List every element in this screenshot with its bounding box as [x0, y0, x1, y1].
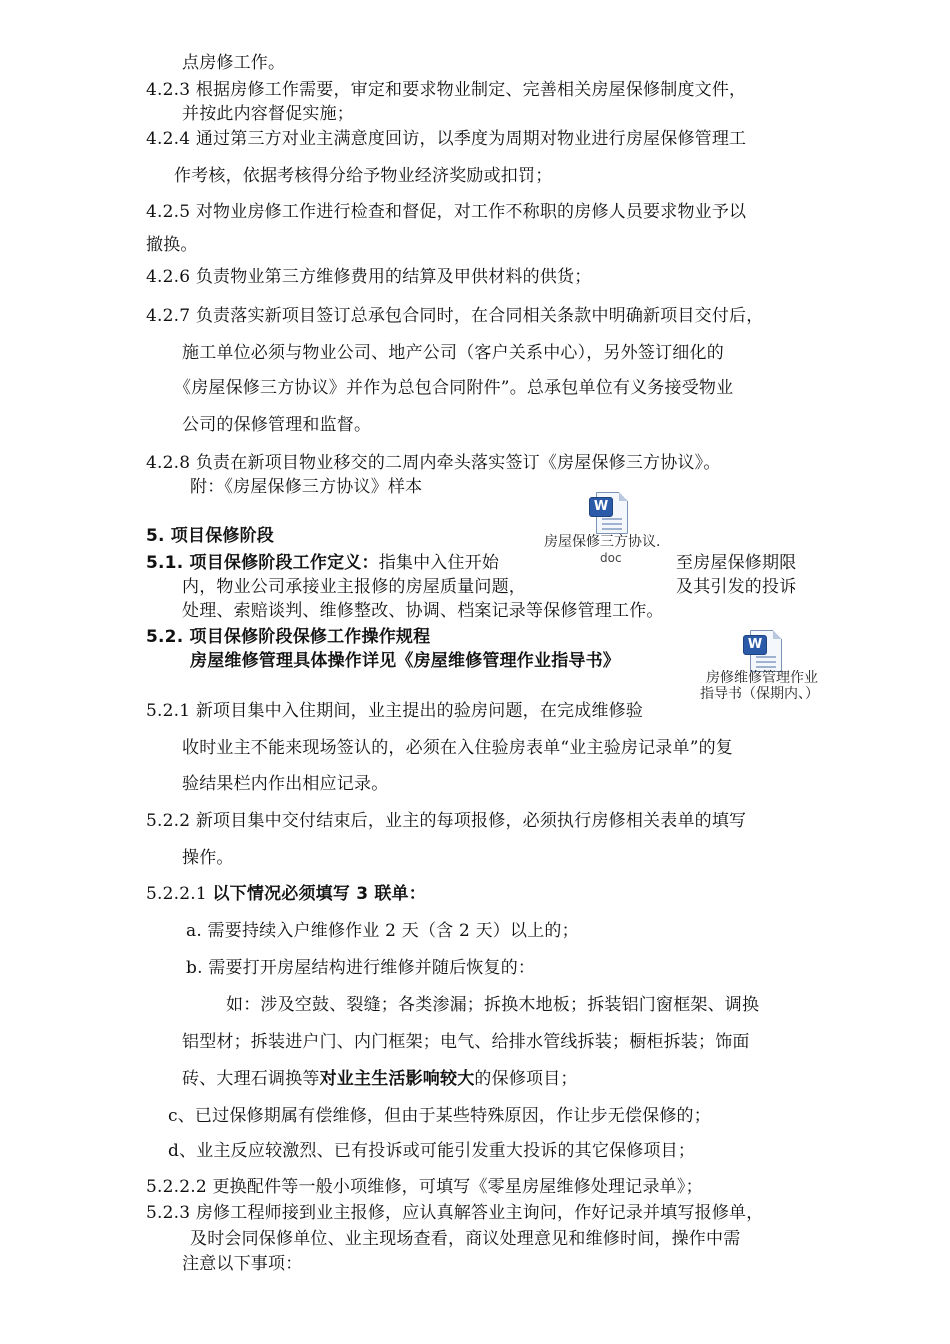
clause-5-2-2-2: 5.2.2.2 更换配件等一般小项维修，可填写《零星房屋维修处理记录单》；: [146, 1177, 703, 1197]
appendix-note: 附：《房屋保修三方协议》样本: [190, 477, 423, 497]
attachment-name[interactable]: 房修维修管理作业: [706, 670, 818, 686]
word-document-icon[interactable]: W: [590, 492, 630, 536]
clause-4-2-3: 4.2.3 根据房修工作需要，审定和要求物业制定、完善相关房屋保修制度文件，: [146, 80, 747, 100]
text-line: 铝型材；拆装进户门、内门框架；电气、给排水管线拆装；橱柜拆装；饰面: [182, 1032, 750, 1052]
text-line: 砖、大理石调换等: [182, 1069, 320, 1089]
section-5-heading: 5. 项目保修阶段: [146, 526, 275, 546]
text-line: 及时会同保修单位、业主现场查看，商议处理意见和维修时间，操作中需: [190, 1229, 741, 1249]
clause-5-2-2-1-heading: 以下情况必须填写 3 联单：: [212, 884, 426, 904]
text-line: 《房屋保修三方协议》并作为总包合同附件”。总承包单位有义务接受物业: [174, 378, 734, 398]
clause-4-2-7: 4.2.7 负责落实新项目签订总承包合同时，在合同相关条款中明确新项目交付后，: [146, 306, 764, 326]
text-line: 收时业主不能来现场签认的，必须在入住验房表单“业主验房记录单”的复: [182, 738, 733, 758]
clause-5-2-2: 5.2.2 新项目集中交付结束后，业主的每项报修，必须执行房修相关表单的填写: [146, 811, 747, 831]
clause-number: 5.2.2.1: [146, 884, 213, 904]
text-line: 处理、索赔谈判、维修整改、协调、档案记录等保修管理工作。: [182, 601, 664, 621]
text-line: 撤换。: [146, 235, 198, 255]
text-line: 施工单位必须与物业公司、地产公司（客户关系中心），另外签订细化的: [182, 343, 724, 363]
text-line: 公司的保修管理和监督。: [182, 415, 372, 435]
text-line: 的保修项目；: [474, 1069, 578, 1089]
word-document-icon[interactable]: W: [744, 630, 784, 674]
clause-5-2-heading: 5.2. 项目保修阶段保修工作操作规程: [146, 627, 431, 647]
guide-reference: 房屋维修管理具体操作详见《房屋维修管理作业指导书》: [190, 651, 620, 671]
clause-5-2-3: 5.2.3 房修工程师接到业主报修，应认真解答业主询问，作好记录并填写报修单，: [146, 1203, 764, 1223]
text-line: 指集中入住开始: [378, 553, 500, 573]
text-line: 至房屋保修期限: [676, 553, 797, 573]
text-line: 作考核，依据考核得分给予物业经济奖励或扣罚；: [174, 166, 553, 186]
list-item: c、已过保修期属有偿维修，但由于某些特殊原因，作让步无偿保修的；: [168, 1106, 711, 1126]
text-line: 并按此内容督促实施；: [182, 104, 354, 124]
clause-4-2-8: 4.2.8 负责在新项目物业移交的二周内牵头落实签订《房屋保修三方协议》。: [146, 453, 721, 473]
emphasis-text: 对业主生活影响较大: [319, 1069, 475, 1089]
attachment-name[interactable]: 房屋保修三方协议.: [544, 534, 661, 550]
text-line: 验结果栏内作出相应记录。: [182, 774, 389, 794]
list-item: b. 需要打开房屋结构进行维修并随后恢复的：: [186, 958, 536, 978]
clause-4-2-4: 4.2.4 通过第三方对业主满意度回访，以季度为周期对物业进行房屋保修管理工: [146, 129, 747, 149]
text-line: 如：涉及空鼓、裂缝；各类渗漏；拆换木地板；拆装铝门窗框架、调换: [226, 995, 760, 1015]
clause-5-1-heading: 5.1. 项目保修阶段工作定义：: [146, 553, 379, 573]
text-line: 注意以下事项：: [182, 1254, 303, 1274]
text-line: 点房修工作。: [182, 53, 286, 73]
attachment-name: 指导书（保期内、）: [700, 686, 819, 702]
text-line: 操作。: [182, 848, 234, 868]
attachment-extension: doc: [600, 551, 622, 565]
text-line: 内，物业公司承接业主报修的房屋质量问题，: [182, 577, 526, 597]
clause-4-2-6: 4.2.6 负责物业第三方维修费用的结算及甲供材料的供货；: [146, 267, 592, 287]
list-item: a. 需要持续入户维修作业 2 天（含 2 天）以上的；: [186, 921, 579, 941]
clause-4-2-5: 4.2.5 对物业房修工作进行检查和督促，对工作不称职的房修人员要求物业予以: [146, 202, 747, 222]
list-item: d、业主反应较激烈、已有投诉或可能引发重大投诉的其它保修项目；: [168, 1141, 696, 1161]
clause-5-2-1: 5.2.1 新项目集中入住期间，业主提出的验房问题，在完成维修验: [146, 701, 644, 721]
text-line: 及其引发的投诉: [676, 577, 797, 597]
